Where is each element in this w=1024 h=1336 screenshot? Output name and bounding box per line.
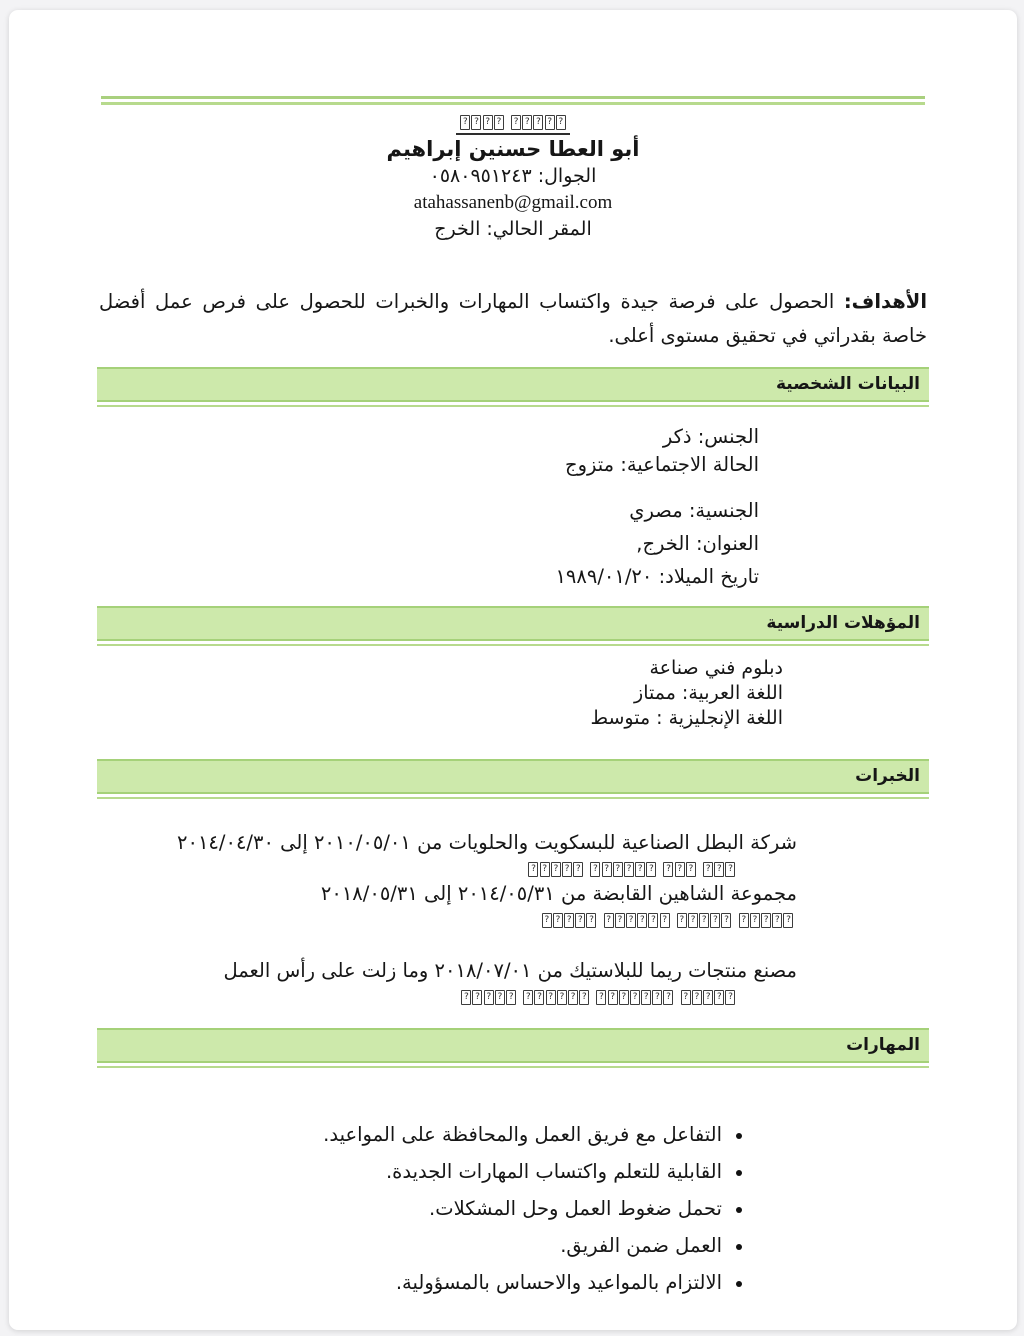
objective-paragraph <box>99 285 927 353</box>
personal-line-birthdate: تاريخ الميلاد: ١٩٨٩/٠١/٢٠ <box>555 565 759 588</box>
experience-block <box>97 829 797 1008</box>
section-underline <box>97 797 929 799</box>
rule-line <box>101 102 925 105</box>
objective-text: الحصول على فرصة جيدة واكتساب المهارات والخبرات للحصول على فرص عمل أفضل خاصة بقدراتي في تحقيق مستوى أعلى. <box>99 290 927 347</box>
skill-item: • التفاعل مع فريق العمل والمحافظة على المواعيد. <box>97 1122 724 1147</box>
section-header-experience <box>97 759 929 799</box>
education-line-arabic: اللغة العربية: ممتاز <box>634 682 783 704</box>
top-double-rule <box>101 96 925 105</box>
rule-line <box>101 96 925 99</box>
education-block <box>97 656 783 731</box>
experience-entry: شركة البطل الصناعية للبسكويت والحلويات من ٢٠١٠/٠٥/٠١ إلى ٢٠١٤/٠٤/٣٠ <box>177 831 797 854</box>
skills-list <box>97 1122 929 1295</box>
skill-item: • العمل ضمن الفريق. <box>97 1233 724 1258</box>
section-underline <box>97 644 929 646</box>
skill-item: • القابلية للتعلم واكتساب المهارات الجديدة. <box>97 1159 724 1184</box>
section-underline <box>97 1066 929 1068</box>
resume-content <box>9 96 1017 1295</box>
missing-glyph-title: ????????? <box>456 111 571 135</box>
personal-line-address: العنوان: الخرج, <box>636 532 759 555</box>
personal-data-block <box>97 423 759 593</box>
section-header-personal <box>97 367 929 407</box>
phone-line: الجوال: ٠٥٨٠٩٥١٢٤٣ <box>429 165 597 187</box>
email-text: atahassanenb@gmail.com <box>413 192 613 213</box>
candidate-name: أبو العطا حسنين إبراهيم <box>386 137 640 161</box>
personal-line-nationality: الجنسية: مصري <box>629 499 759 522</box>
placeholder-text-line: ??????????????????????? <box>97 985 797 1008</box>
section-underline <box>97 405 929 407</box>
section-title-education: المؤهلات الدراسية <box>97 606 929 641</box>
objective-label: الأهداف: <box>843 290 927 313</box>
location-line: المقر الحالي: الخرج <box>434 218 592 240</box>
contact-header <box>97 111 929 243</box>
document-page <box>9 10 1017 1330</box>
section-title-skills: المهارات <box>97 1028 929 1063</box>
skill-item: • تحمل ضغوط العمل وحل المشكلات. <box>97 1196 724 1221</box>
placeholder-text-line: ????????????????????? <box>97 908 797 931</box>
section-title-personal: البيانات الشخصية <box>97 367 929 402</box>
experience-entry: مصنع منتجات ريما للبلاستيك من ٢٠١٨/٠٧/٠١ وما زلت على رأس العمل <box>223 959 797 982</box>
spacer <box>97 479 759 494</box>
section-header-skills <box>97 1028 929 1068</box>
experience-entry: مجموعة الشاهين القابضة من ٢٠١٤/٠٥/٣١ إلى ٢٠١٨/٠٥/٣١ <box>320 882 797 905</box>
personal-line-marital-status: الحالة الاجتماعية: متزوج <box>564 453 759 476</box>
education-line-diploma: دبلوم فني صناعة <box>649 657 783 679</box>
education-line-english: اللغة الإنجليزية : متوسط <box>590 707 783 729</box>
personal-line-gender: الجنس: ذكر <box>662 425 759 448</box>
section-title-experience: الخبرات <box>97 759 929 794</box>
section-header-education <box>97 606 929 646</box>
placeholder-text-line: ????????????????? <box>97 857 797 880</box>
placeholder-title-line <box>97 111 929 135</box>
skill-item: • الالتزام بالمواعيد والاحساس بالمسؤولية. <box>97 1270 724 1295</box>
